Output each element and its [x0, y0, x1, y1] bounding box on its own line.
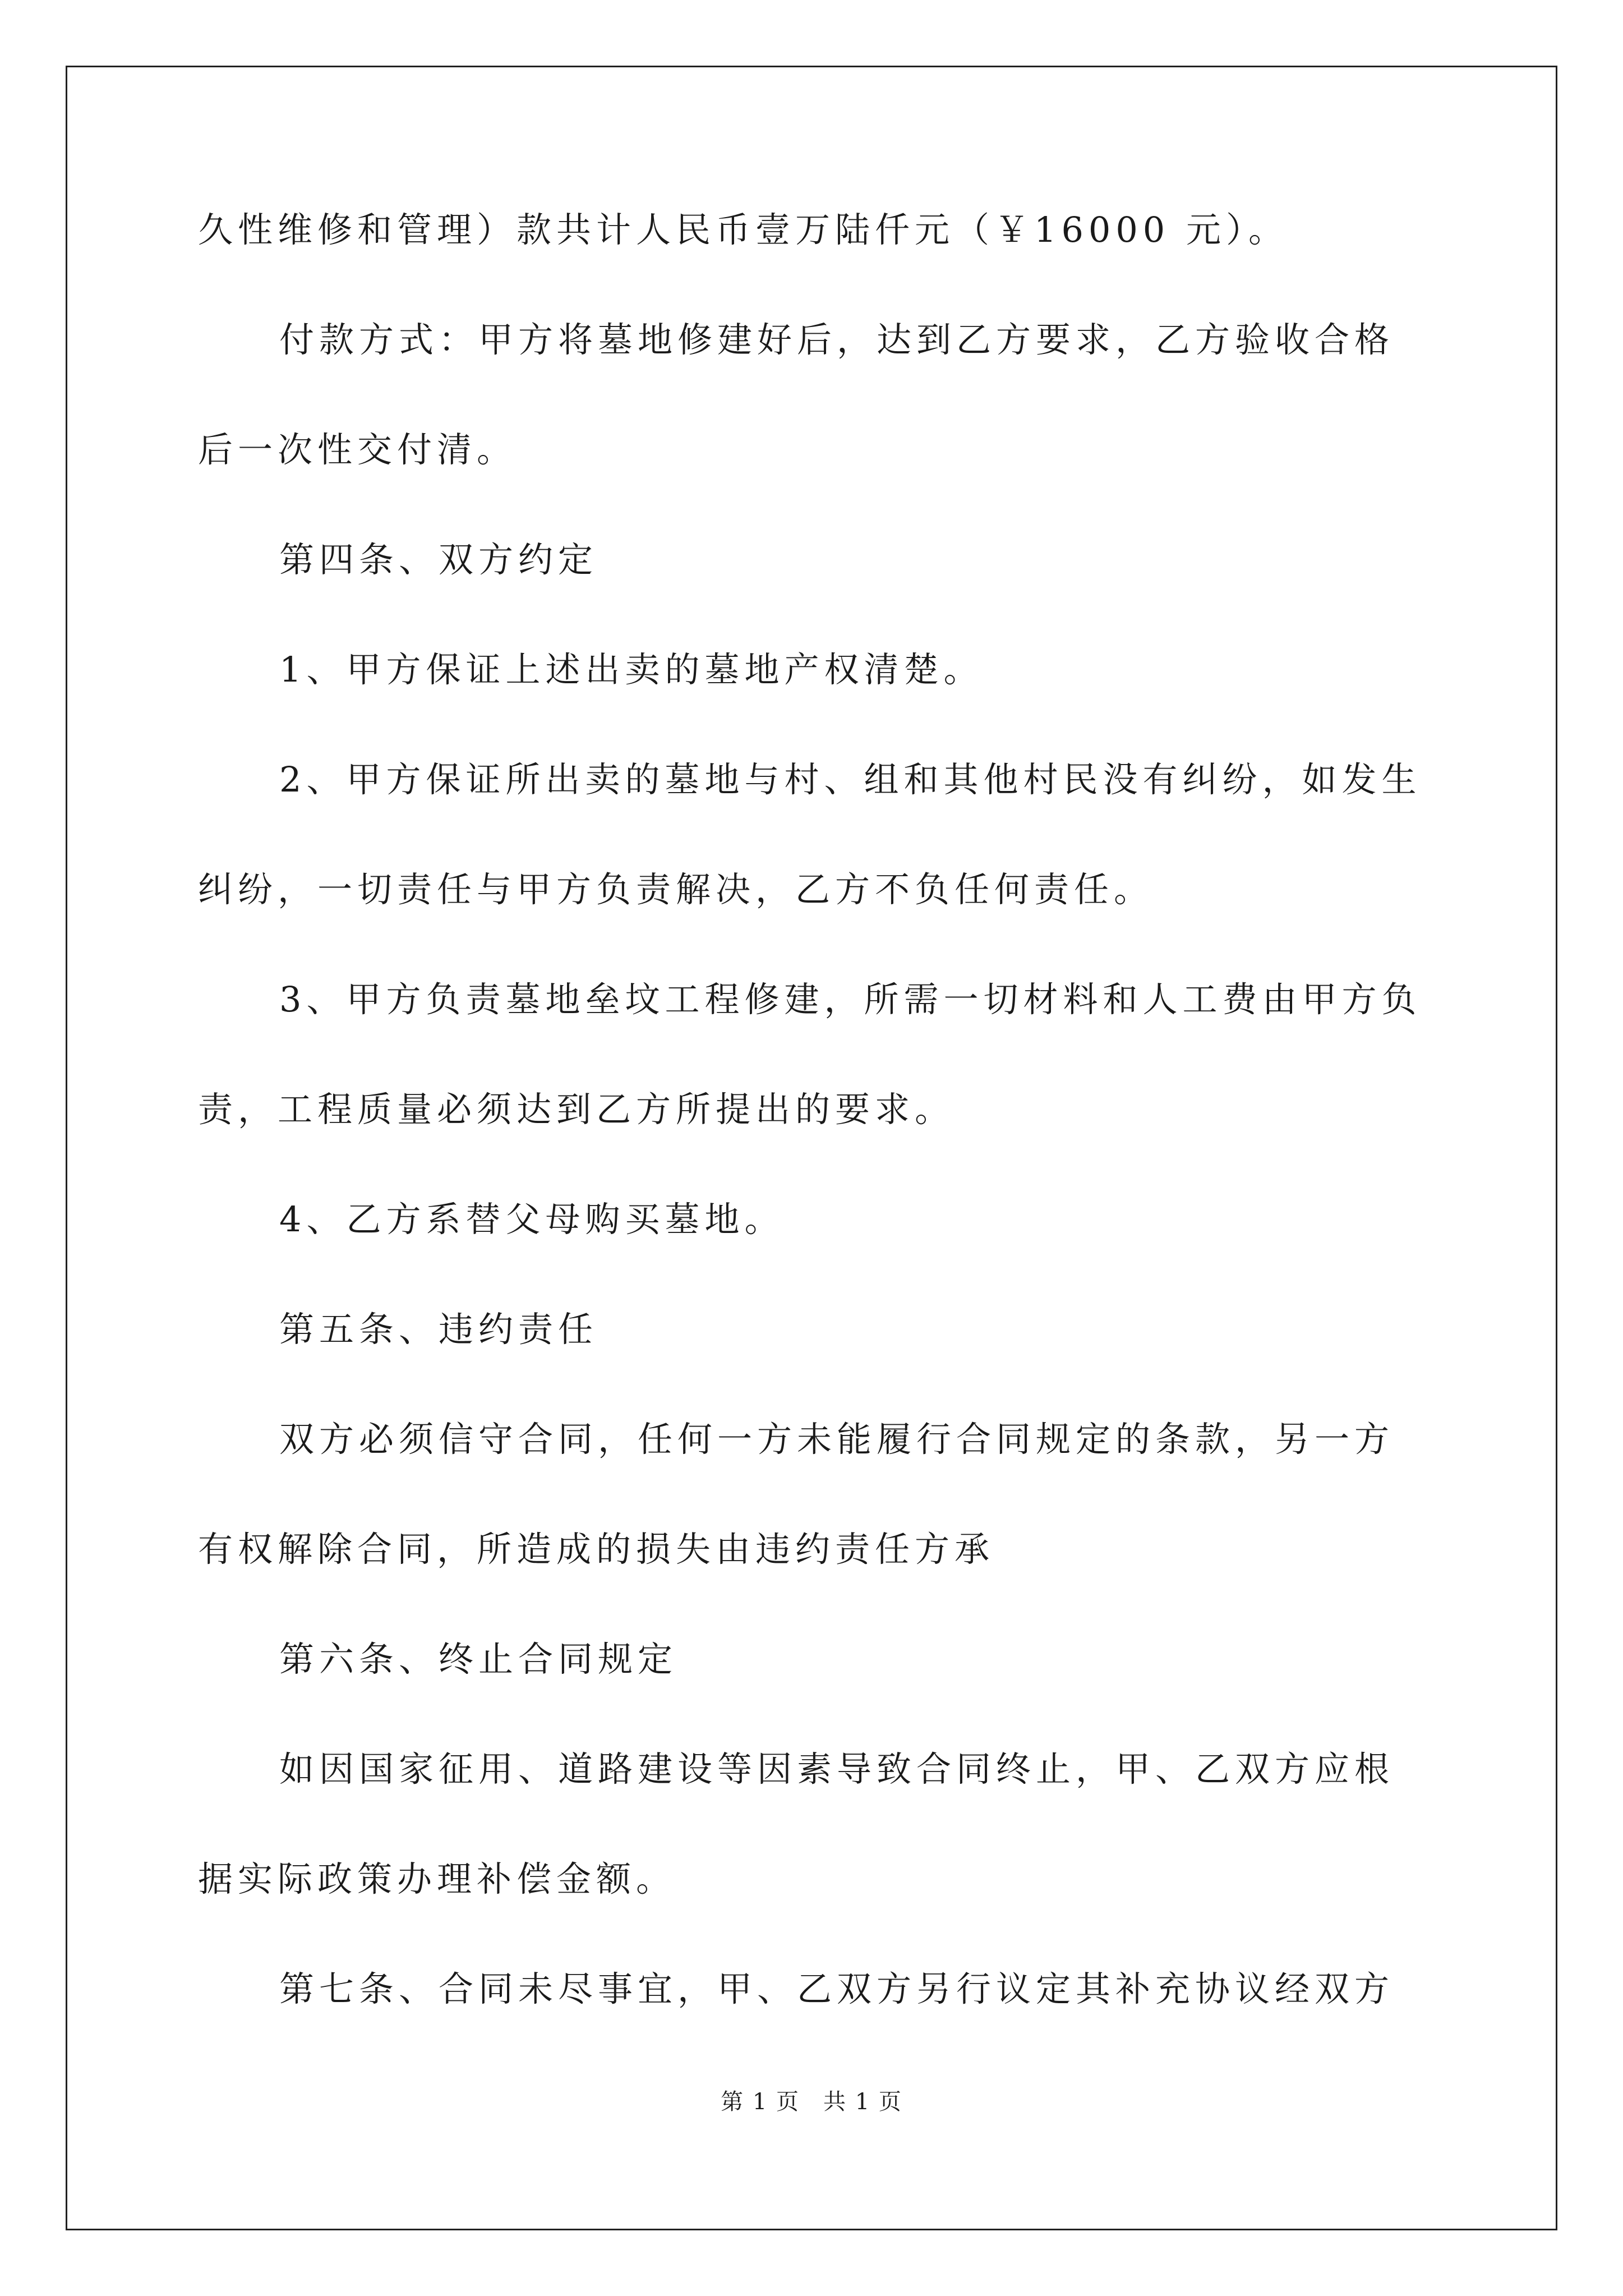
text-line: 如因国家征用、道路建设等因素导致合同终止，甲、乙双方应根 [279, 1749, 1395, 1789]
text-line: 双方必须信守合同，任何一方未能履行合同规定的条款，另一方 [279, 1419, 1395, 1460]
text-line: 4、乙方系替父母购买墓地。 [279, 1199, 785, 1240]
text-line: 据实际政策办理补偿金额。 [198, 1858, 676, 1899]
text-line: 纠纷，一切责任与甲方负责解决，乙方不负任何责任。 [198, 869, 1154, 910]
section-heading: 第四条、双方约定 [279, 539, 598, 580]
text-line: 第七条、合同未尽事宜，甲、乙双方另行议定其补充协议经双方 [279, 1968, 1395, 2009]
text-line: 有权解除合同，所造成的损失由违约责任方承 [198, 1529, 995, 1570]
section-heading: 第五条、违约责任 [279, 1309, 598, 1350]
text-line: 付款方式：甲方将墓地修建好后，达到乙方要求，乙方验收合格 [279, 319, 1395, 360]
text-line: 后一次性交付清。 [198, 429, 517, 470]
section-heading: 第六条、终止合同规定 [279, 1639, 678, 1680]
text-line: 1、甲方保证上述出卖的墓地产权清楚。 [279, 649, 984, 690]
page-number-footer: 第 1 页 共 1 页 [721, 2089, 902, 2115]
text-line: 责，工程质量必须达到乙方所提出的要求。 [198, 1089, 955, 1130]
page-border [66, 66, 1557, 2230]
text-line: 3、甲方负责墓地垒坟工程修建，所需一切材料和人工费由甲方负 [279, 979, 1422, 1020]
text-line: 2、甲方保证所出卖的墓地与村、组和其他村民没有纠纷，如发生 [279, 759, 1422, 800]
text-line: 久性维修和管理）款共计人民币壹万陆仟元（￥16000 元）。 [198, 209, 1288, 250]
